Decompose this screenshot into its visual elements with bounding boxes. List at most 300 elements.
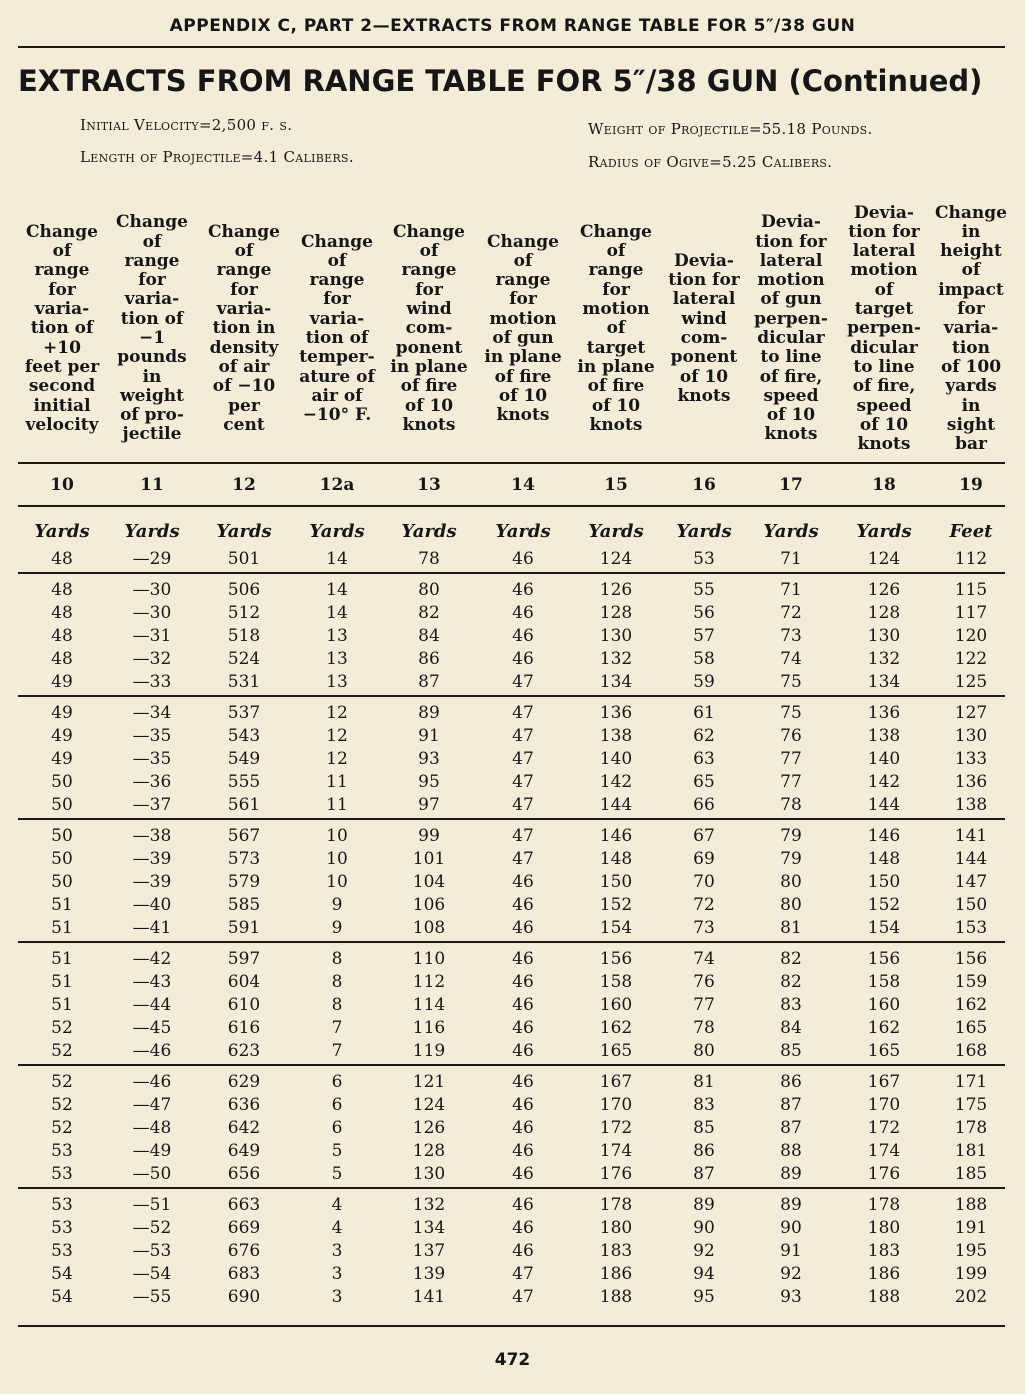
table-cell: 610 <box>227 995 261 1015</box>
table-cell: 13 <box>326 626 348 646</box>
table-cell: 176 <box>867 1164 901 1184</box>
column-unit: Yards <box>495 521 551 542</box>
table-cell: 47 <box>512 1264 534 1284</box>
table-cell: 152 <box>599 895 633 915</box>
table-cell: 124 <box>599 549 633 569</box>
table-cell: 91 <box>418 726 440 746</box>
table-cell: 162 <box>867 1018 901 1038</box>
table-cell: —55 <box>132 1287 172 1307</box>
table-row <box>18 948 1005 971</box>
table-cell: 48 <box>51 626 73 646</box>
table-row <box>18 994 1005 1017</box>
table-cell: 191 <box>954 1218 988 1238</box>
table-cell: 78 <box>780 795 802 815</box>
table-cell: —52 <box>132 1218 172 1238</box>
table-cell: 46 <box>512 949 534 969</box>
column-header-15 <box>572 198 660 460</box>
table-cell: —53 <box>132 1241 172 1261</box>
table-cell: —54 <box>132 1264 172 1284</box>
table-cell: —29 <box>132 549 172 569</box>
table-row <box>18 1286 1005 1309</box>
column-header-text: Change of range for varia- tion of +10 feet per second initial velocity <box>24 221 100 435</box>
table-cell: 202 <box>954 1287 988 1307</box>
table-cell: 74 <box>693 949 715 969</box>
table-cell: 136 <box>954 772 988 792</box>
table-cell: 186 <box>867 1264 901 1284</box>
table-cell: 85 <box>693 1118 715 1138</box>
table-cell: 136 <box>599 703 633 723</box>
table-cell: 46 <box>512 1095 534 1115</box>
table-cell: 7 <box>331 1041 343 1061</box>
table-cell: 65 <box>693 772 715 792</box>
table-cell: 14 <box>326 549 348 569</box>
column-unit: Yards <box>856 521 912 542</box>
table-cell: 52 <box>51 1095 73 1115</box>
table-cell: 48 <box>51 549 73 569</box>
table-cell: —45 <box>132 1018 172 1038</box>
table-cell: 140 <box>599 749 633 769</box>
table-cell: 165 <box>954 1018 988 1038</box>
table-cell: 4 <box>331 1195 343 1215</box>
table-cell: 629 <box>227 1072 261 1092</box>
table-cell: 140 <box>867 749 901 769</box>
length-of-projectile: Length of Projectile=4.1 Calibers. <box>80 148 354 166</box>
table-cell: 165 <box>599 1041 633 1061</box>
table-cell: 127 <box>954 703 988 723</box>
table-cell: 53 <box>693 549 715 569</box>
column-number: 17 <box>779 475 803 495</box>
table-cell: 13 <box>326 672 348 692</box>
table-cell: 89 <box>780 1164 802 1184</box>
header-rule <box>18 462 1005 464</box>
group-divider <box>18 695 1005 697</box>
table-cell: 92 <box>693 1241 715 1261</box>
table-cell: 555 <box>227 772 261 792</box>
column-header-19 <box>927 198 1015 460</box>
table-cell: 3 <box>331 1287 343 1307</box>
table-cell: 172 <box>867 1118 901 1138</box>
table-cell: 89 <box>418 703 440 723</box>
table-cell: 128 <box>412 1141 446 1161</box>
table-cell: 178 <box>867 1195 901 1215</box>
table-cell: 46 <box>512 995 534 1015</box>
table-cell: —32 <box>132 649 172 669</box>
table-cell: 51 <box>51 918 73 938</box>
table-cell: 73 <box>693 918 715 938</box>
table-cell: 126 <box>412 1118 446 1138</box>
table-cell: 122 <box>954 649 988 669</box>
table-cell: 585 <box>227 895 261 915</box>
table-cell: 604 <box>227 972 261 992</box>
table-cell: —31 <box>132 626 172 646</box>
table-cell: 47 <box>512 795 534 815</box>
table-cell: —30 <box>132 580 172 600</box>
table-cell: 188 <box>867 1287 901 1307</box>
table-cell: 549 <box>227 749 261 769</box>
table-cell: —36 <box>132 772 172 792</box>
table-row <box>18 1163 1005 1186</box>
table-cell: 12 <box>326 749 348 769</box>
table-row <box>18 548 1005 571</box>
table-cell: 6 <box>331 1118 343 1138</box>
table-cell: 49 <box>51 672 73 692</box>
table-cell: 83 <box>780 995 802 1015</box>
table-cell: 171 <box>954 1072 988 1092</box>
table-cell: 71 <box>780 580 802 600</box>
table-cell: 156 <box>867 949 901 969</box>
table-cell: 53 <box>51 1164 73 1184</box>
table-cell: 188 <box>599 1287 633 1307</box>
table-cell: 106 <box>412 895 446 915</box>
column-number: 11 <box>140 475 164 495</box>
table-cell: 150 <box>867 872 901 892</box>
column-unit: Yards <box>588 521 644 542</box>
table-cell: 82 <box>418 603 440 623</box>
table-cell: 9 <box>331 895 343 915</box>
table-cell: 49 <box>51 703 73 723</box>
column-unit: Yards <box>309 521 365 542</box>
table-cell: 46 <box>512 1018 534 1038</box>
table-cell: 48 <box>51 649 73 669</box>
table-row <box>18 1071 1005 1094</box>
table-cell: 77 <box>693 995 715 1015</box>
table-cell: 51 <box>51 949 73 969</box>
column-header-12a <box>293 198 381 460</box>
table-row <box>18 871 1005 894</box>
radius-of-ogive: Radius of Ogive=5.25 Calibers. <box>588 153 833 171</box>
table-cell: 139 <box>412 1264 446 1284</box>
table-cell: 10 <box>326 872 348 892</box>
table-cell: 531 <box>227 672 261 692</box>
table-cell: —30 <box>132 603 172 623</box>
table-cell: 141 <box>954 826 988 846</box>
table-cell: 154 <box>599 918 633 938</box>
column-number: 15 <box>604 475 628 495</box>
table-cell: 56 <box>693 603 715 623</box>
column-number: 12a <box>319 475 355 495</box>
table-cell: 76 <box>780 726 802 746</box>
table-cell: 47 <box>512 1287 534 1307</box>
column-number: 12 <box>232 475 256 495</box>
table-cell: 84 <box>780 1018 802 1038</box>
table-cell: 52 <box>51 1018 73 1038</box>
column-number: 18 <box>872 475 896 495</box>
column-header-14 <box>479 198 567 460</box>
table-cell: 132 <box>867 649 901 669</box>
table-cell: 70 <box>693 872 715 892</box>
table-cell: 46 <box>512 1141 534 1161</box>
column-header-16 <box>660 198 748 460</box>
table-cell: 183 <box>599 1241 633 1261</box>
column-unit: Yards <box>676 521 732 542</box>
table-cell: 195 <box>954 1241 988 1261</box>
table-cell: 87 <box>780 1095 802 1115</box>
table-cell: 53 <box>51 1218 73 1238</box>
table-cell: 167 <box>599 1072 633 1092</box>
group-divider <box>18 818 1005 820</box>
table-row <box>18 748 1005 771</box>
table-row <box>18 1017 1005 1040</box>
table-cell: 46 <box>512 649 534 669</box>
table-cell: 146 <box>599 826 633 846</box>
column-header-13 <box>385 198 473 460</box>
table-cell: 108 <box>412 918 446 938</box>
column-header-text: Change of range for motion of gun in plane of fire of 10 knots <box>484 231 562 426</box>
table-cell: 90 <box>780 1218 802 1238</box>
table-cell: 75 <box>780 703 802 723</box>
table-cell: 85 <box>780 1041 802 1061</box>
column-header-text: Change of range for varia- tion of −1 pounds in weight of pro- jectile <box>116 212 188 445</box>
table-cell: 120 <box>954 626 988 646</box>
table-cell: 141 <box>412 1287 446 1307</box>
table-cell: 3 <box>331 1264 343 1284</box>
table-cell: 89 <box>780 1195 802 1215</box>
table-cell: 518 <box>227 626 261 646</box>
table-cell: 676 <box>227 1241 261 1261</box>
table-cell: —46 <box>132 1041 172 1061</box>
table-cell: 158 <box>867 972 901 992</box>
table-cell: 176 <box>599 1164 633 1184</box>
table-cell: 46 <box>512 1164 534 1184</box>
table-cell: 115 <box>954 580 988 600</box>
table-cell: —49 <box>132 1141 172 1161</box>
table-cell: 181 <box>954 1141 988 1161</box>
column-header-text: Devia- tion for lateral motion of target perpen- dicular to line of fire, speed of 10 knots <box>847 202 921 455</box>
table-cell: 649 <box>227 1141 261 1161</box>
table-cell: 86 <box>780 1072 802 1092</box>
table-cell: 46 <box>512 580 534 600</box>
table-cell: 156 <box>954 949 988 969</box>
table-row <box>18 825 1005 848</box>
table-row <box>18 1194 1005 1217</box>
table-cell: 74 <box>780 649 802 669</box>
table-cell: 110 <box>412 949 446 969</box>
column-number-row <box>18 475 1005 499</box>
table-cell: 61 <box>693 703 715 723</box>
running-head: APPENDIX C, PART 2—EXTRACTS FROM RANGE TABLE FOR 5″/38 GUN <box>169 16 856 36</box>
column-unit: Feet <box>949 521 993 542</box>
column-unit: Yards <box>216 521 272 542</box>
table-cell: 47 <box>512 826 534 846</box>
table-cell: 128 <box>867 603 901 623</box>
column-header-11 <box>108 198 196 460</box>
table-cell: 10 <box>326 849 348 869</box>
table-cell: 9 <box>331 918 343 938</box>
unit-row <box>18 521 1005 545</box>
table-cell: 80 <box>693 1041 715 1061</box>
table-cell: 543 <box>227 726 261 746</box>
table-cell: 134 <box>412 1218 446 1238</box>
table-cell: 87 <box>418 672 440 692</box>
table-cell: 97 <box>418 795 440 815</box>
column-unit: Yards <box>124 521 180 542</box>
table-cell: 170 <box>599 1095 633 1115</box>
table-cell: 159 <box>954 972 988 992</box>
column-header-text: Change in height of impact for varia- tion of 100 yards in sight bar <box>935 202 1007 455</box>
table-cell: 47 <box>512 749 534 769</box>
table-cell: 75 <box>780 672 802 692</box>
table-cell: 112 <box>954 549 988 569</box>
table-cell: 54 <box>51 1264 73 1284</box>
table-cell: 573 <box>227 849 261 869</box>
table-cell: 160 <box>867 995 901 1015</box>
table-cell: 77 <box>780 749 802 769</box>
table-cell: 142 <box>599 772 633 792</box>
table-cell: 3 <box>331 1241 343 1261</box>
table-row <box>18 971 1005 994</box>
table-cell: 579 <box>227 872 261 892</box>
table-cell: 53 <box>51 1241 73 1261</box>
table-cell: 4 <box>331 1218 343 1238</box>
table-cell: 52 <box>51 1041 73 1061</box>
table-row <box>18 1140 1005 1163</box>
table-cell: 690 <box>227 1287 261 1307</box>
table-cell: 78 <box>418 549 440 569</box>
table-cell: 154 <box>867 918 901 938</box>
table-cell: 663 <box>227 1195 261 1215</box>
table-cell: 591 <box>227 918 261 938</box>
table-cell: 148 <box>867 849 901 869</box>
table-cell: 78 <box>693 1018 715 1038</box>
table-cell: 175 <box>954 1095 988 1115</box>
initial-velocity: Initial Velocity=2,500 f. s. <box>80 116 293 134</box>
table-cell: 13 <box>326 649 348 669</box>
table-cell: 12 <box>326 703 348 723</box>
table-cell: —41 <box>132 918 172 938</box>
column-header-18 <box>840 198 928 460</box>
column-header-text: Change of range for varia- tion of temper- ature of air of −10° F. <box>299 231 375 426</box>
table-cell: 165 <box>867 1041 901 1061</box>
table-cell: 138 <box>599 726 633 746</box>
table-cell: 597 <box>227 949 261 969</box>
table-cell: 114 <box>412 995 446 1015</box>
table-cell: 152 <box>867 895 901 915</box>
group-divider <box>18 1064 1005 1066</box>
table-cell: 537 <box>227 703 261 723</box>
table-cell: 128 <box>599 603 633 623</box>
table-row <box>18 648 1005 671</box>
table-cell: 561 <box>227 795 261 815</box>
table-cell: 92 <box>780 1264 802 1284</box>
table-cell: 162 <box>599 1018 633 1038</box>
table-cell: 46 <box>512 872 534 892</box>
table-row <box>18 848 1005 871</box>
table-cell: 46 <box>512 1218 534 1238</box>
table-cell: 79 <box>780 826 802 846</box>
table-cell: 144 <box>867 795 901 815</box>
table-cell: 144 <box>954 849 988 869</box>
table-cell: 11 <box>326 772 348 792</box>
page-number: 472 <box>494 1350 531 1370</box>
table-cell: 46 <box>512 1072 534 1092</box>
table-cell: 178 <box>954 1118 988 1138</box>
table-row <box>18 602 1005 625</box>
table-cell: 83 <box>693 1095 715 1115</box>
table-cell: 130 <box>599 626 633 646</box>
table-cell: 158 <box>599 972 633 992</box>
table-cell: 144 <box>599 795 633 815</box>
table-cell: 71 <box>780 549 802 569</box>
table-cell: 104 <box>412 872 446 892</box>
table-cell: 46 <box>512 603 534 623</box>
table-row <box>18 771 1005 794</box>
table-cell: 133 <box>954 749 988 769</box>
table-cell: 8 <box>331 949 343 969</box>
table-cell: 138 <box>867 726 901 746</box>
table-cell: 174 <box>867 1141 901 1161</box>
table-cell: 47 <box>512 726 534 746</box>
table-cell: —40 <box>132 895 172 915</box>
table-cell: 124 <box>412 1095 446 1115</box>
table-cell: 51 <box>51 972 73 992</box>
table-cell: 95 <box>693 1287 715 1307</box>
table-row <box>18 1240 1005 1263</box>
table-cell: 63 <box>693 749 715 769</box>
table-cell: 49 <box>51 749 73 769</box>
table-cell: 136 <box>867 703 901 723</box>
table-cell: 130 <box>954 726 988 746</box>
table-cell: 148 <box>599 849 633 869</box>
column-number: 14 <box>511 475 535 495</box>
table-cell: 66 <box>693 795 715 815</box>
table-cell: 51 <box>51 895 73 915</box>
table-cell: 87 <box>693 1164 715 1184</box>
table-cell: 82 <box>780 949 802 969</box>
table-row <box>18 794 1005 817</box>
table-cell: —50 <box>132 1164 172 1184</box>
table-cell: —39 <box>132 872 172 892</box>
table-cell: 73 <box>780 626 802 646</box>
table-cell: 46 <box>512 549 534 569</box>
table-cell: —47 <box>132 1095 172 1115</box>
table-cell: 683 <box>227 1264 261 1284</box>
table-cell: —42 <box>132 949 172 969</box>
table-cell: 86 <box>693 1141 715 1161</box>
table-row <box>18 1117 1005 1140</box>
bottom-rule <box>18 1325 1005 1327</box>
table-cell: 46 <box>512 972 534 992</box>
table-cell: 82 <box>780 972 802 992</box>
table-cell: 180 <box>599 1218 633 1238</box>
table-row <box>18 579 1005 602</box>
table-cell: 117 <box>954 603 988 623</box>
table-cell: —44 <box>132 995 172 1015</box>
table-cell: 134 <box>867 672 901 692</box>
table-cell: 616 <box>227 1018 261 1038</box>
table-cell: 124 <box>867 549 901 569</box>
table-cell: 180 <box>867 1218 901 1238</box>
table-cell: 146 <box>867 826 901 846</box>
table-cell: 87 <box>780 1118 802 1138</box>
table-cell: 12 <box>326 726 348 746</box>
table-cell: 162 <box>954 995 988 1015</box>
table-cell: 150 <box>954 895 988 915</box>
table-cell: 8 <box>331 995 343 1015</box>
table-cell: 11 <box>326 795 348 815</box>
table-cell: 669 <box>227 1218 261 1238</box>
group-divider <box>18 572 1005 574</box>
table-cell: —48 <box>132 1118 172 1138</box>
table-cell: 46 <box>512 1041 534 1061</box>
table-cell: 6 <box>331 1095 343 1115</box>
top-rule <box>18 46 1005 48</box>
table-cell: 183 <box>867 1241 901 1261</box>
table-cell: 46 <box>512 895 534 915</box>
table-cell: 14 <box>326 580 348 600</box>
table-cell: 86 <box>418 649 440 669</box>
table-cell: 501 <box>227 549 261 569</box>
table-cell: 642 <box>227 1118 261 1138</box>
